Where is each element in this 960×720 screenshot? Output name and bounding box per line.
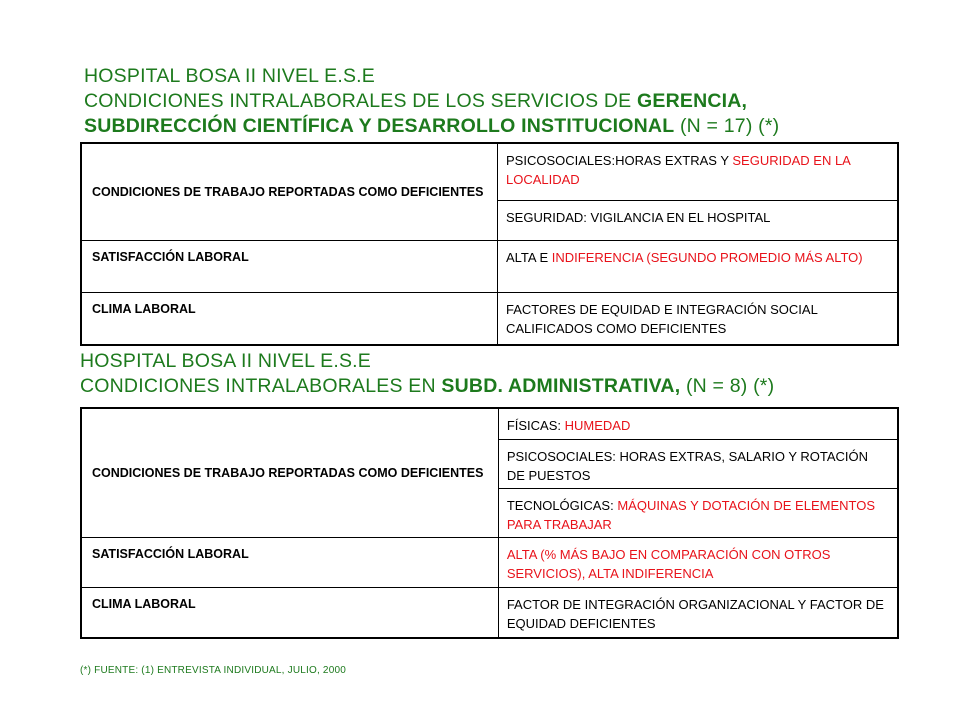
- section2-title-line2-bold: SUBD. ADMINISTRATIVA,: [441, 375, 681, 397]
- table-row: [81, 408, 898, 440]
- cell-fisicas-text: FÍSICAS:: [506, 418, 565, 433]
- footnote: (*) FUENTE: (1) ENTREVISTA INDIVIDUAL, JULIO, 2000: [80, 665, 346, 676]
- section2-table: [80, 407, 899, 639]
- section1-table: [80, 142, 899, 346]
- cell-tecnologicas: [498, 489, 898, 538]
- cell-tecnologicas-text: TECNOLÓGICAS:: [506, 498, 618, 513]
- cell-psicosociales: PSICOSOCIALES: HORAS EXTRAS, SALARIO Y ROTACIÓN DE PUESTOS: [498, 440, 898, 489]
- cell-fisicas: [498, 408, 898, 440]
- section2-title-line2-suffix: (N = 8) (*): [680, 375, 775, 397]
- cell-clima: FACTOR DE INTEGRACIÓN ORGANIZACIONAL Y FACTOR DE EQUIDAD DEFICIENTES: [506, 597, 884, 631]
- cell-satisfaccion-text: ALTA E: [506, 250, 552, 265]
- cell-satisfaccion: ALTA (% MÁS BAJO EN COMPARACIÓN CON OTROS SERVICIOS), ALTA INDIFERENCIA: [498, 538, 898, 588]
- row-label-condiciones: CONDICIONES DE TRABAJO REPORTADAS COMO DEFICIENTES: [81, 408, 498, 538]
- cell-tecnologicas-highlight: MÁQUINAS Y DOTACIÓN DE ELEMENTOS PARA TRABAJAR: [506, 498, 875, 532]
- table-row: [81, 293, 898, 346]
- table-row: [81, 143, 898, 201]
- section1-title-line2-bold: GERENCIA,: [637, 90, 748, 112]
- section2-title: [80, 349, 774, 399]
- table-row: [81, 241, 898, 293]
- table-row: [81, 588, 898, 639]
- section1-title-line1: HOSPITAL BOSA II NIVEL E.S.E: [84, 65, 375, 87]
- cell-psicosociales-highlight: SEGURIDAD EN LA LOCALIDAD: [506, 153, 851, 187]
- section2-title-line1: HOSPITAL BOSA II NIVEL E.S.E: [80, 350, 371, 372]
- section1-title-line2: [84, 89, 779, 114]
- section1-title: [84, 64, 779, 139]
- section1-title-line2-prefix: CONDICIONES INTRALABORALES DE LOS SERVICIOS DE: [84, 90, 638, 112]
- cell-fisicas-highlight: HUMEDAD: [564, 418, 631, 433]
- row-label-clima: CLIMA LABORAL: [81, 588, 498, 639]
- section2-title-line2-prefix: CONDICIONES INTRALABORALES EN: [80, 375, 442, 397]
- cell-satisfaccion-highlight: INDIFERENCIA (SEGUNDO PROMEDIO MÁS ALTO): [551, 250, 863, 265]
- table-row: [81, 538, 898, 588]
- section1-title-line3-suffix: (N = 17) (*): [674, 115, 780, 137]
- section2-title-line2: [80, 374, 774, 399]
- row-label-condiciones: CONDICIONES DE TRABAJO REPORTADAS COMO DEFICIENTES: [81, 143, 498, 241]
- row-label-satisfaccion: SATISFACCIÓN LABORAL: [81, 241, 498, 293]
- cell-clima: FACTORES DE EQUIDAD E INTEGRACIÓN SOCIAL CALIFICADOS COMO DEFICIENTES: [506, 302, 818, 336]
- row-label-satisfaccion: SATISFACCIÓN LABORAL: [81, 538, 498, 588]
- row-label-clima: CLIMA LABORAL: [81, 293, 498, 346]
- cell-psicosociales-text: PSICOSOCIALES:HORAS EXTRAS Y: [506, 153, 733, 168]
- section1-title-line3: [84, 114, 779, 139]
- cell-seguridad: SEGURIDAD: VIGILANCIA EN EL HOSPITAL: [498, 201, 899, 241]
- cell-satisfaccion: [498, 241, 899, 293]
- cell-psicosociales: [498, 143, 899, 201]
- section1-title-line3-bold: SUBDIRECCIÓN CIENTÍFICA Y DESARROLLO INSTITUCIONAL: [84, 115, 675, 137]
